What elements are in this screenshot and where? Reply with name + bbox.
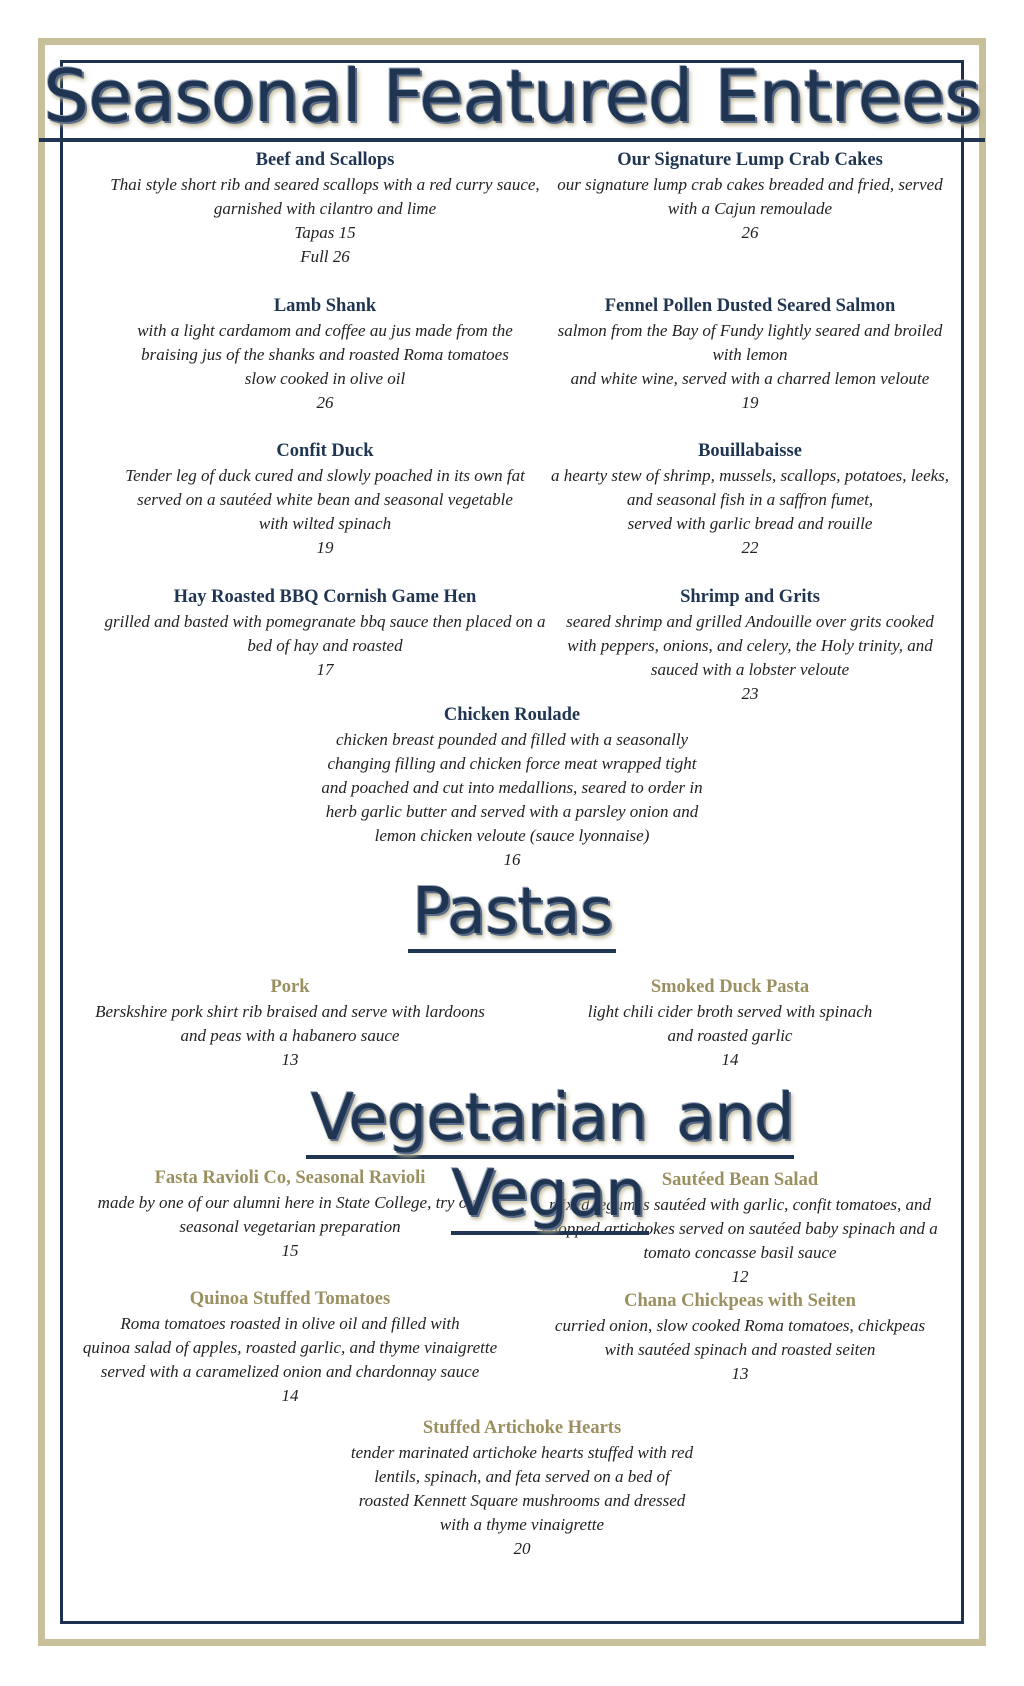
item-name: Sautéed Bean Salad: [661, 1170, 819, 1190]
item-name: Confit Duck: [276, 441, 374, 461]
pastas-heading: [0, 876, 1024, 948]
item-price: 22: [741, 538, 759, 557]
menu-item: [100, 148, 550, 269]
vegetarian-vegan-heading: [270, 1080, 830, 1232]
item-name: Pork: [270, 977, 310, 997]
item-price: Tapas 15 Full 26: [294, 223, 356, 266]
item-name: Beef and Scallops: [255, 150, 395, 170]
item-description: tender marinated artichoke hearts stuffed with red lentils, spinach, and feta served on a bed of roasted Kennett Square mushrooms and dressed with a thyme vinaigrette: [350, 1443, 694, 1534]
item-description: Berskshire pork shirt rib braised and serve with lardoons and peas with a habanero sauce: [95, 1002, 485, 1045]
item-price: 14: [281, 1386, 299, 1405]
item-price: 26: [316, 393, 334, 412]
item-description: salmon from the Bay of Fundy lightly seared and broiled with lemon and white wine, served with a charred lemon veloute: [557, 321, 943, 388]
item-price: 20: [513, 1539, 531, 1558]
menu-item: [100, 294, 550, 415]
item-name: Smoked Duck Pasta: [650, 977, 810, 997]
seasonal-entrees-heading-text: Seasonal Featured Entrees: [39, 54, 984, 142]
menu-item: [95, 585, 555, 682]
item-description: light chili cider broth served with spinach and roasted garlic: [587, 1002, 873, 1045]
item-description: with a light cardamom and coffee au jus made from the braising jus of the shanks and roasted Roma tomatoes slow cooked in olive oil: [137, 321, 513, 388]
menu-item: [80, 1287, 500, 1408]
item-price: 13: [731, 1364, 749, 1383]
item-price: 23: [741, 684, 759, 703]
item-description: curried onion, slow cooked Roma tomatoes, chickpeas with sautéed spinach and roasted seiten: [554, 1316, 926, 1359]
item-price: 17: [316, 660, 334, 679]
item-description: our signature lump crab cakes breaded and fried, served with a Cajun remoulade: [557, 175, 943, 218]
item-description: seared shrimp and grilled Andouille over grits cooked with peppers, onions, and celery, the Holy trinity, and sauced with a lobster veloute: [566, 612, 934, 679]
item-price: 13: [281, 1050, 299, 1069]
item-name: Bouillabaisse: [698, 441, 802, 461]
seasonal-entrees-heading: [0, 56, 1024, 136]
item-description: mixed legumes sautéed with garlic, confit tomatoes, and chopped artichokes served on sautéed baby spinach and a tomato concasse basil sauce: [542, 1195, 938, 1262]
pastas-heading-text: Pastas: [408, 875, 616, 953]
item-name: Quinoa Stuffed Tomatoes: [189, 1289, 391, 1309]
item-description: Thai style short rib and seared scallops with a red curry sauce, garnished with cilantro and lime: [110, 175, 540, 218]
item-description: Roma tomatoes roasted in olive oil and filled with quinoa salad of apples, roasted garlic, and thyme vinaigrette served with a caramelized onion and chardonnay sauce: [82, 1314, 498, 1381]
item-price: 19: [741, 393, 759, 412]
item-description: chicken breast pounded and filled with a seasonally changing filling and chicken force meat wrapped tight and poached and cut into medallions, seared to order in herb garlic butter and served with a parsley onion and lemon chicken veloute (sauce lyonnaise): [321, 730, 703, 845]
item-name: Chicken Roulade: [443, 705, 581, 725]
item-description: a hearty stew of shrimp, mussels, scallops, potatoes, leeks, and seasonal fish in a saffron fumet, served with garlic bread and rouille: [550, 466, 950, 533]
menu-item: [530, 975, 930, 1072]
item-name: Hay Roasted BBQ Cornish Game Hen: [173, 587, 477, 607]
item-description: made by one of our alumni here in State College, try our seasonal vegetarian preparation: [97, 1193, 483, 1236]
item-name: Fennel Pollen Dusted Seared Salmon: [604, 296, 896, 316]
menu-item: [100, 439, 550, 560]
item-description: grilled and basted with pomegranate bbq sauce then placed on a bed of hay and roasted: [104, 612, 546, 655]
item-name: Chana Chickpeas with Seiten: [624, 1291, 856, 1311]
item-name: Our Signature Lump Crab Cakes: [617, 150, 883, 170]
item-price: 12: [731, 1267, 749, 1286]
menu-item: [540, 294, 960, 415]
item-price: 15: [281, 1241, 299, 1260]
item-description: Tender leg of duck cured and slowly poached in its own fat served on a sautéed white bean and seasonal vegetable with wilted spinach: [125, 466, 525, 533]
vegetarian-vegan-heading-text: Vegetarian and Vegan: [306, 1081, 793, 1235]
item-name: Shrimp and Grits: [680, 587, 820, 607]
item-price: 26: [741, 223, 759, 242]
item-price: 19: [316, 538, 334, 557]
menu-item: [540, 148, 960, 245]
menu-item: [540, 439, 960, 560]
menu-item: [322, 1416, 722, 1561]
item-name: Fasta Ravioli Co, Seasonal Ravioli: [154, 1168, 426, 1188]
menu-item: [90, 975, 490, 1072]
item-price: 16: [503, 850, 521, 869]
item-name: Stuffed Artichoke Hearts: [422, 1418, 622, 1438]
item-price: 14: [721, 1050, 739, 1069]
menu-item: [300, 703, 724, 872]
menu-item: [540, 585, 960, 706]
item-name: Lamb Shank: [273, 296, 377, 316]
menu-item: [525, 1289, 955, 1386]
